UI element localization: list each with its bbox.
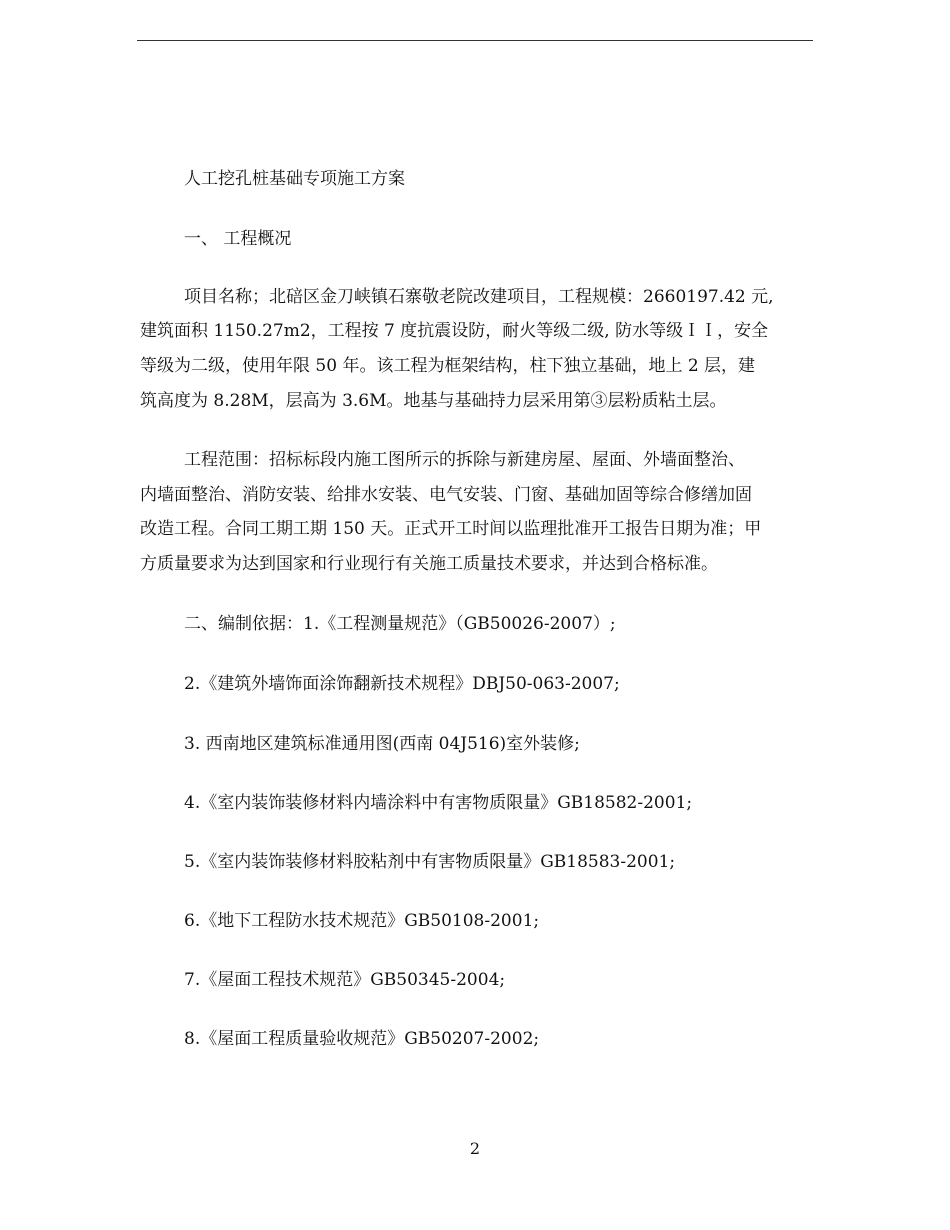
basis-item: 2.《建筑外墙饰面涂饰翻新技术规程》DBJ50-063-2007; (184, 674, 620, 694)
document-title: 人工挖孔桩基础专项施工方案 (184, 169, 405, 189)
basis-item: 6.《地下工程防水技术规范》GB50108-2001; (184, 911, 540, 931)
basis-item: 二、编制依据：1.《工程测量规范》（GB50026-2007）; (184, 614, 616, 634)
basis-item: 5.《室内装饰装修材料胶粘剂中有害物质限量》GB18583-2001; (184, 852, 676, 872)
basis-item: 3. 西南地区建筑标准通用图(西南 04J516)室外装修; (184, 734, 580, 754)
page-number: 2 (469, 1139, 481, 1158)
project-paragraph-line: 筑高度为 8.28M，层高为 3.6M。地基与基础持力层采用第③层粉质粘土层。 (140, 391, 727, 411)
scope-paragraph-line: 工程范围：招标标段内施工图所示的拆除与新建房屋、屋面、外墙面整治、 (184, 450, 745, 470)
scope-paragraph-line: 改造工程。合同工期工期 150 天。正式开工时间以监理批准开工报告日期为准；甲 (140, 519, 762, 539)
project-paragraph-line: 等级为二级，使用年限 50 年。该工程为框架结构，柱下独立基础，地上 2 层，建 (140, 356, 756, 376)
scope-paragraph-line: 内墙面整治、消防安装、给排水安装、电气安装、门窗、基础加固等综合修缮加固 (140, 485, 752, 505)
project-paragraph-line: 建筑面积 1150.27m2，工程按 7 度抗震设防，耐火等级二级, 防水等级ＩＩ，安全 (140, 321, 769, 341)
section-heading-overview: 一、 工程概况 (184, 229, 292, 249)
scope-paragraph-line: 方质量要求为达到国家和行业现行有关施工质量技术要求，并达到合格标准。 (140, 554, 718, 574)
basis-item: 4.《室内装饰装修材料内墙涂料中有害物质限量》GB18582-2001; (184, 793, 693, 813)
basis-item: 7.《屋面工程技术规范》GB50345-2004; (184, 970, 506, 990)
project-paragraph-line: 项目名称；北碚区金刀峡镇石寨敬老院改建项目，工程规模：2660197.42 元, (184, 287, 774, 307)
basis-item: 8.《屋面工程质量验收规范》GB50207-2002; (184, 1029, 540, 1049)
header-rule (137, 40, 813, 41)
